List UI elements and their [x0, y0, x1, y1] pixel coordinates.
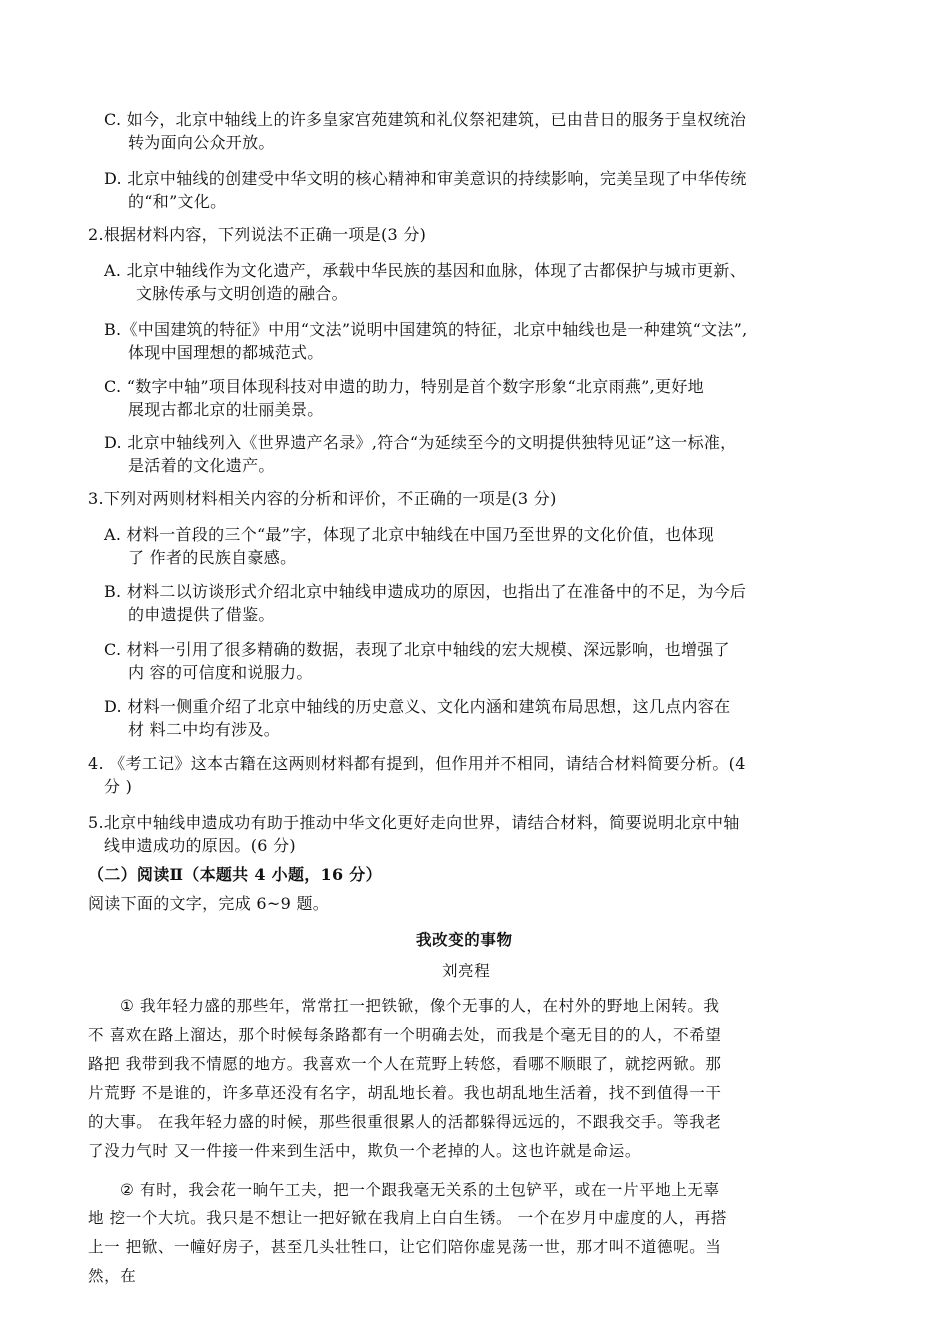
q1-option-c-line2: 转为面向公众开放。 — [128, 133, 275, 152]
q2-option-b-line2: 体现中国理想的都城范式。 — [128, 343, 324, 362]
story-p1-line: 的大事。 在我年轻力盛的时候，那些很重很累人的活都躲得远远的，不跟我交手。等我老 — [88, 1113, 722, 1131]
q3-option-a-line2: 了 作者的民族自豪感。 — [128, 548, 297, 567]
q2-option-d-line2: 是活着的文化遗产。 — [128, 456, 275, 475]
section-instruction: 阅读下面的文字，完成 6~9 题。 — [88, 894, 330, 913]
story-p1-line: 了没力气时 又一件接一件来到生活中，欺负一个老掉的人。这也许就是命运。 — [88, 1142, 641, 1160]
story-p1-line: ① 我年轻力盛的那些年，常常扛一把铁锨，像个无事的人，在村外的野地上闲转。我 — [120, 997, 720, 1015]
q5-line1: 5.北京中轴线申遗成功有助于推动中华文化更好走向世界，请结合材料，简要说明北京中轴 — [88, 813, 740, 832]
q3-option-d-line2: 材 料二中均有涉及。 — [128, 720, 281, 739]
story-p1-line: 路把 我带到我不情愿的地方。我喜欢一个人在荒野上转悠，看哪不顺眼了，就挖两锨。那 — [88, 1055, 722, 1073]
story-author: 刘亮程 — [442, 962, 491, 980]
q1-option-c-line1: C. 如今，北京中轴线上的许多皇家宫苑建筑和礼仪祭祀建筑，已由昔日的服务于皇权统治 — [104, 110, 747, 129]
q3-option-a-line1: A. 材料一首段的三个“最”字，体现了北京中轴线在中国乃至世界的文化价值，也体现 — [104, 525, 715, 544]
story-title: 我改变的事物 — [416, 931, 513, 949]
q3-option-b-line1: B. 材料二以访谈形式介绍北京中轴线申遗成功的原因，也指出了在准备中的不足，为今后 — [104, 582, 747, 601]
q2-option-a-line2: 文脉传承与文明创造的融合。 — [136, 284, 348, 303]
story-p2-line: ② 有时，我会花一晌午工夫，把一个跟我毫无关系的土包铲平，或在一片平地上无辜 — [120, 1181, 720, 1199]
q2-option-a-line1: A. 北京中轴线作为文化遗产，承载中华民族的基因和血脉，体现了古都保护与城市更新、 — [104, 261, 747, 280]
story-p2-line: 然，在 — [88, 1267, 137, 1285]
q2-option-b-line1: B.《中国建筑的特征》中用“文法”说明中国建筑的特征，北京中轴线也是一种建筑“文法”, — [104, 320, 748, 339]
q5-line2: 线申遗成功的原因。(6 分) — [104, 836, 296, 855]
q3-stem: 3.下列对两则材料相关内容的分析和评价，不正确的一项是(3 分) — [88, 489, 557, 508]
q1-option-d-line1: D. 北京中轴线的创建受中华文明的核心精神和审美意识的持续影响，完美呈现了中华传统 — [104, 169, 747, 188]
section-heading: （二）阅读Ⅱ（本题共 4 小题，16 分） — [88, 865, 382, 884]
q3-option-b-line2: 的申遗提供了借鉴。 — [128, 605, 275, 624]
q3-option-c-line1: C. 材料一引用了很多精确的数据，表现了北京中轴线的宏大规模、深远影响，也增强了 — [104, 640, 730, 659]
story-p1-line: 不 喜欢在路上溜达，那个时候每条路都有一个明确去处，而我是个毫无目的的人，不希望 — [88, 1026, 722, 1044]
q2-option-c-line2: 展现古都北京的壮丽美景。 — [128, 400, 324, 419]
q2-stem: 2.根据材料内容，下列说法不正确一项是(3 分) — [88, 225, 427, 244]
q4-line1: 4. 《考工记》这本古籍在这两则材料都有提到，但作用并不相同，请结合材料简要分析。(4 — [88, 754, 746, 773]
q3-option-d-line1: D. 材料一侧重介绍了北京中轴线的历史意义、文化内涵和建筑布局思想，这几点内容在 — [104, 697, 731, 716]
q4-line2: 分 ) — [104, 777, 133, 796]
story-p2-line: 地 挖一个大坑。我只是不想让一把好锨在我肩上白白生锈。 一个在岁月中虚度的人，再搭 — [88, 1209, 727, 1227]
q1-option-d-line2: 的“和”文化。 — [128, 192, 227, 211]
q2-option-c-line1: C. “数字中轴”项目体现科技对申遗的助力，特别是首个数字形象“北京雨燕”,更好地 — [104, 377, 704, 396]
q2-option-d-line1: D. 北京中轴线列入《世界遗产名录》,符合“为延续至今的文明提供独特见证”这一标准， — [104, 433, 737, 452]
q3-option-c-line2: 内 容的可信度和说服力。 — [128, 663, 313, 682]
story-p1-line: 片荒野 不是谁的，许多草还没有名字，胡乱地长着。我也胡乱地生活着，找不到值得一干 — [88, 1084, 722, 1102]
story-p2-line: 上一 把锨、一幢好房子，甚至几头壮牲口，让它们陪你虚晃荡一世，那才叫不道德呢。当 — [88, 1238, 722, 1256]
